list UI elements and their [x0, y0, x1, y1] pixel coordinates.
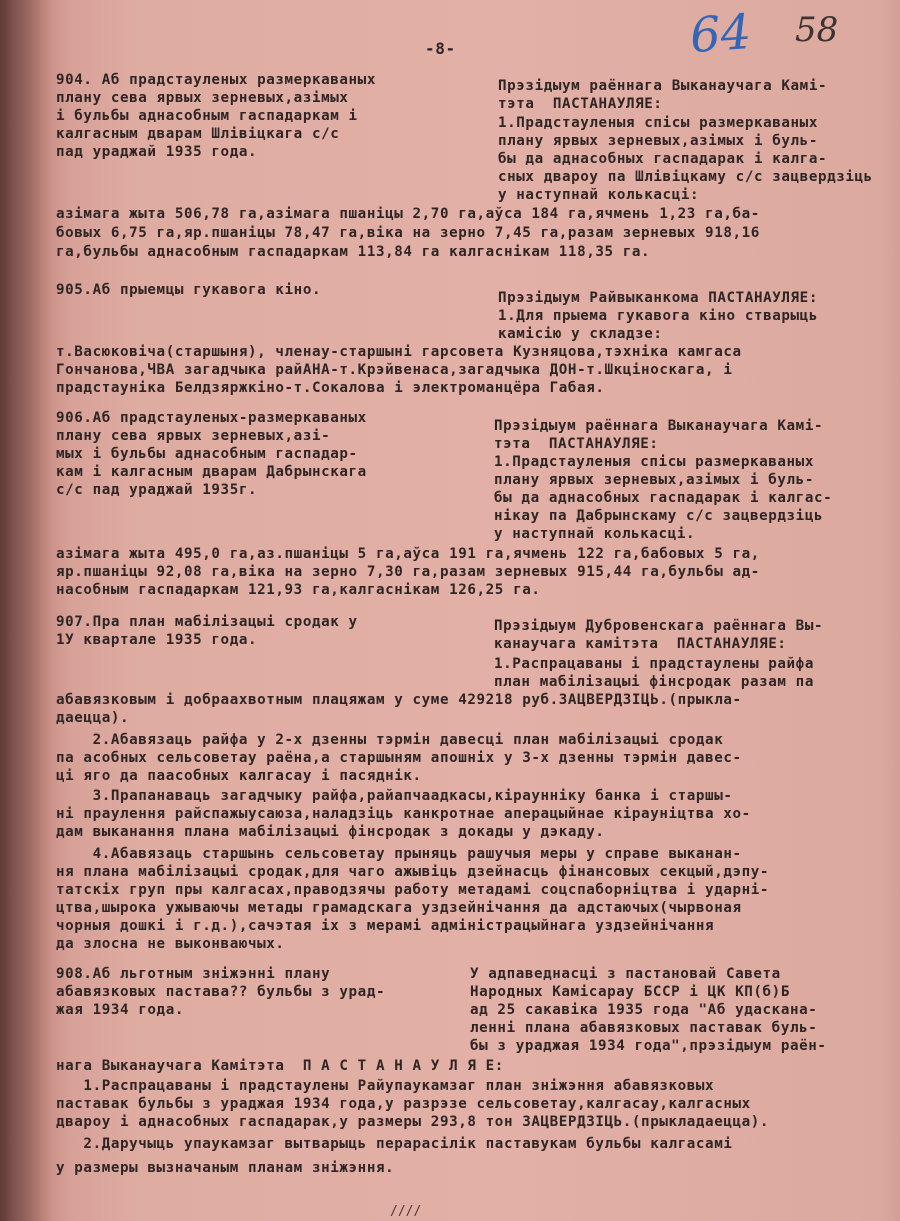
- resolution-line: 1.Для прыема гукавога кіно стварыць: [498, 308, 818, 324]
- resolution-line: у наступнай колькасці:: [498, 187, 700, 203]
- resolution-line: У адпаведнасці з пастановай Савета: [470, 966, 781, 982]
- body-line: ні праулення райспажыусаюза,наладзіць канкротнае аперацыйнае кірауніцтва хо-: [56, 806, 751, 822]
- body-line: 4.Абавязаць старшынь сельсоветау прыняць рашучыя меры у справе выканан-: [56, 846, 742, 862]
- body-line: даецца).: [56, 710, 130, 726]
- body-line: двароу і аднасобных гаспадарак,у размеры 293,8 тон ЗАЦВЕРДЗІЦЬ.(прыкладаецца).: [56, 1114, 770, 1130]
- resolution-line: ленні плана абавязковых паставак буль-: [470, 1020, 818, 1036]
- resolution-line: камісію у складзе:: [498, 326, 663, 342]
- section-title-line: 906.Аб прадстауленых-размеркаваных: [56, 410, 367, 426]
- body-line: т.Васюковіча(старшыня), членау-старшыні гарсовета Кузняцова,тэхніка камгаса: [56, 344, 742, 360]
- body-line: Гончанова,ЧВА загадчыка райАНА-т.Крэйвенаса,загадчыка ДОН-т.Шкціноскага, і: [56, 362, 733, 378]
- resolution-line: плану ярвых зерневых,азімых і буль-: [494, 472, 814, 488]
- body-line: га,бульбы аднасобным гаспадаркам 113,84 га калгаснікам 118,35 га.: [56, 244, 651, 260]
- section-title-line: калгасным дварам Шлівіцкага с/с: [56, 126, 340, 142]
- body-line: па асобных сельсоветау раёна,а старшыням апошніх у 3-х дзенны тэрмін давес-: [56, 750, 742, 766]
- body-line: цтва,шырока ужываючы метады грамадскага уздзейнічання да адстаючых(чырвоная: [56, 900, 742, 916]
- body-line: яр.пшаніцы 92,08 га,віка на зерно 7,30 га,разам зерневых 915,44 га,бульбы ад-: [56, 564, 760, 580]
- resolution-line: бы з ураджая 1934 года",прэзідыум раён-: [470, 1038, 827, 1054]
- section-title-line: 905.Аб прыемцы гукавога кіно.: [56, 282, 322, 298]
- resolution-line: Прэзідыум Дубровенскага раённага Вы-: [494, 618, 824, 634]
- body-line: нага Выканаучага Камітэта П А С Т А Н А У Л Я Е:: [56, 1058, 504, 1074]
- resolution-line: Прэзідыум раённага Выканаучага Камі-: [498, 78, 828, 94]
- body-line: насобным гаспадаркам 121,93 га,калгаснікам 126,25 га.: [56, 582, 541, 598]
- resolution-line: ад 25 сакавіка 1935 года "Аб удаскана-: [470, 1002, 818, 1018]
- body-line: паставак бульбы з ураджая 1934 года,у разрэзе сельсоветау,калгасау,калгасных: [56, 1096, 751, 1112]
- section-title-line: 908.Аб льготным зніжэнні плану: [56, 966, 331, 982]
- resolution-line: нікау па Дабрынскаму с/с зацвердзіць: [494, 508, 824, 524]
- section-title-line: с/с пад ураджай 1935г.: [56, 482, 258, 498]
- resolution-line: Прэзідыум Райвыканкома ПАСТАНАУЛЯЕ:: [498, 290, 818, 306]
- folio-number-black: 58: [795, 10, 839, 50]
- section-title-line: плану сева ярвых зерневых,азі-: [56, 428, 331, 444]
- body-line: 3.Прапанаваць загадчыку райфа,райапчаадкасы,кіраунніку банка і старшы-: [56, 788, 733, 804]
- section-title-line: і бульбы аднасобным гаспадаркам і: [56, 108, 358, 124]
- section-title-line: пад ураджай 1935 года.: [56, 144, 258, 160]
- resolution-line: 1.Прадстауленыя спісы размеркаваных: [494, 454, 814, 470]
- body-line: 2.Абавязаць райфа у 2-х дзенны тэрмін давесці план мабілізацыі сродак: [56, 732, 724, 748]
- resolution-line: канаучага камітэта ПАСТАНАУЛЯЕ:: [494, 636, 787, 652]
- resolution-line: сных двароу па Шлівіцкаму с/с зацвердзіць: [498, 169, 873, 185]
- resolution-line: 1.Распрацаваны і прадстаулены райфа: [494, 656, 814, 672]
- body-line: чорныя дошкі і г.д.),сачэтая іх з мерамі адміністрацыйнага уздзейнічання: [56, 918, 715, 934]
- body-line: азімага жыта 495,0 га,аз.пшаніцы 5 га,аўса 191 га,ячмень 122 га,бабовых 5 га,: [56, 546, 760, 562]
- signature-mark: ////: [390, 1204, 422, 1219]
- section-title-line: абавязковых пастава?? бульбы з урад-: [56, 984, 386, 1000]
- resolution-line: 1.Прадстауленыя спісы размеркаваных: [498, 115, 818, 131]
- resolution-line: бы да аднасобных гаспадарак і калга-: [498, 151, 828, 167]
- resolution-line: плану ярвых зерневых,азімых і буль-: [498, 133, 818, 149]
- body-line: татскіх груп пры калгасах,праводзячы работу метадамі соцспаборніцтва і ударні-: [56, 882, 770, 898]
- body-line: бовых 6,75 га,яр.пшаніцы 78,47 га,віка на зерно 7,45 га,разам зерневых 918,16: [56, 225, 760, 241]
- section-title-line: мых і бульбы аднасобным гаспадар-: [56, 446, 358, 462]
- body-line: азімага жыта 506,78 га,азімага пшаніцы 2,70 га,аўса 184 га,ячмень 1,23 га,ба-: [56, 206, 760, 222]
- body-line: 2.Даручыць упаукамзаг вытварыць перарасілік паставукам бульбы калгасамі: [56, 1136, 733, 1152]
- section-title-line: 904. Аб прадстауленых размеркаваных: [56, 72, 376, 88]
- body-line: да злосна не выконваючых.: [56, 936, 285, 952]
- section-title-line: жая 1934 года.: [56, 1002, 184, 1018]
- page-marker: -8-: [425, 39, 456, 58]
- resolution-line: бы да аднасобных гаспадарак і калгас-: [494, 490, 833, 506]
- resolution-line: Прэзідыум раённага Выканаучага Камі-: [494, 418, 824, 434]
- body-line: ня плана мабілізацыі сродак,для чаго ажывіць дзейнасць фінансовых секцый,дэпу-: [56, 864, 770, 880]
- body-line: у размеры вызначаным планам зніжэння.: [56, 1160, 395, 1176]
- resolution-line: тэта ПАСТАНАУЛЯЕ:: [494, 436, 659, 452]
- section-title-line: 1У квартале 1935 года.: [56, 632, 258, 648]
- binding-spine-shadow: [0, 0, 52, 1221]
- body-line: прадстауніка Белдзяржкіно-т.Сокалова і электроманцёра Габая.: [56, 380, 605, 396]
- folio-number-blue: 64: [688, 3, 753, 65]
- resolution-line: у наступнай колькасці.: [494, 526, 696, 542]
- body-line: 1.Распрацаваны і прадстаулены Райупаукамзаг план зніжэння абавязковых: [56, 1078, 715, 1094]
- resolution-line: план мабілізацыі фінсродак разам па: [494, 674, 814, 690]
- section-title-line: 907.Пра план мабілізацыі сродак у: [56, 614, 358, 630]
- resolution-line: тэта ПАСТАНАУЛЯЕ:: [498, 96, 663, 112]
- resolution-line: Народных Камісарау БССР і ЦК КП(б)Б: [470, 984, 790, 1000]
- section-title-line: плану сева ярвых зерневых,азімых: [56, 90, 349, 106]
- body-line: абавязковым і добраахвотным плацяжам у суме 429218 руб.ЗАЦВЕРДЗІЦЬ.(прыкла-: [56, 692, 742, 708]
- body-line: ці яго да паасобных калгасау і пасяднік.: [56, 768, 422, 784]
- section-title-line: кам і калгасным дварам Дабрынскага: [56, 464, 367, 480]
- body-line: дам выканання плана мабілізацыі фінсродак з докады у дэкаду.: [56, 824, 605, 840]
